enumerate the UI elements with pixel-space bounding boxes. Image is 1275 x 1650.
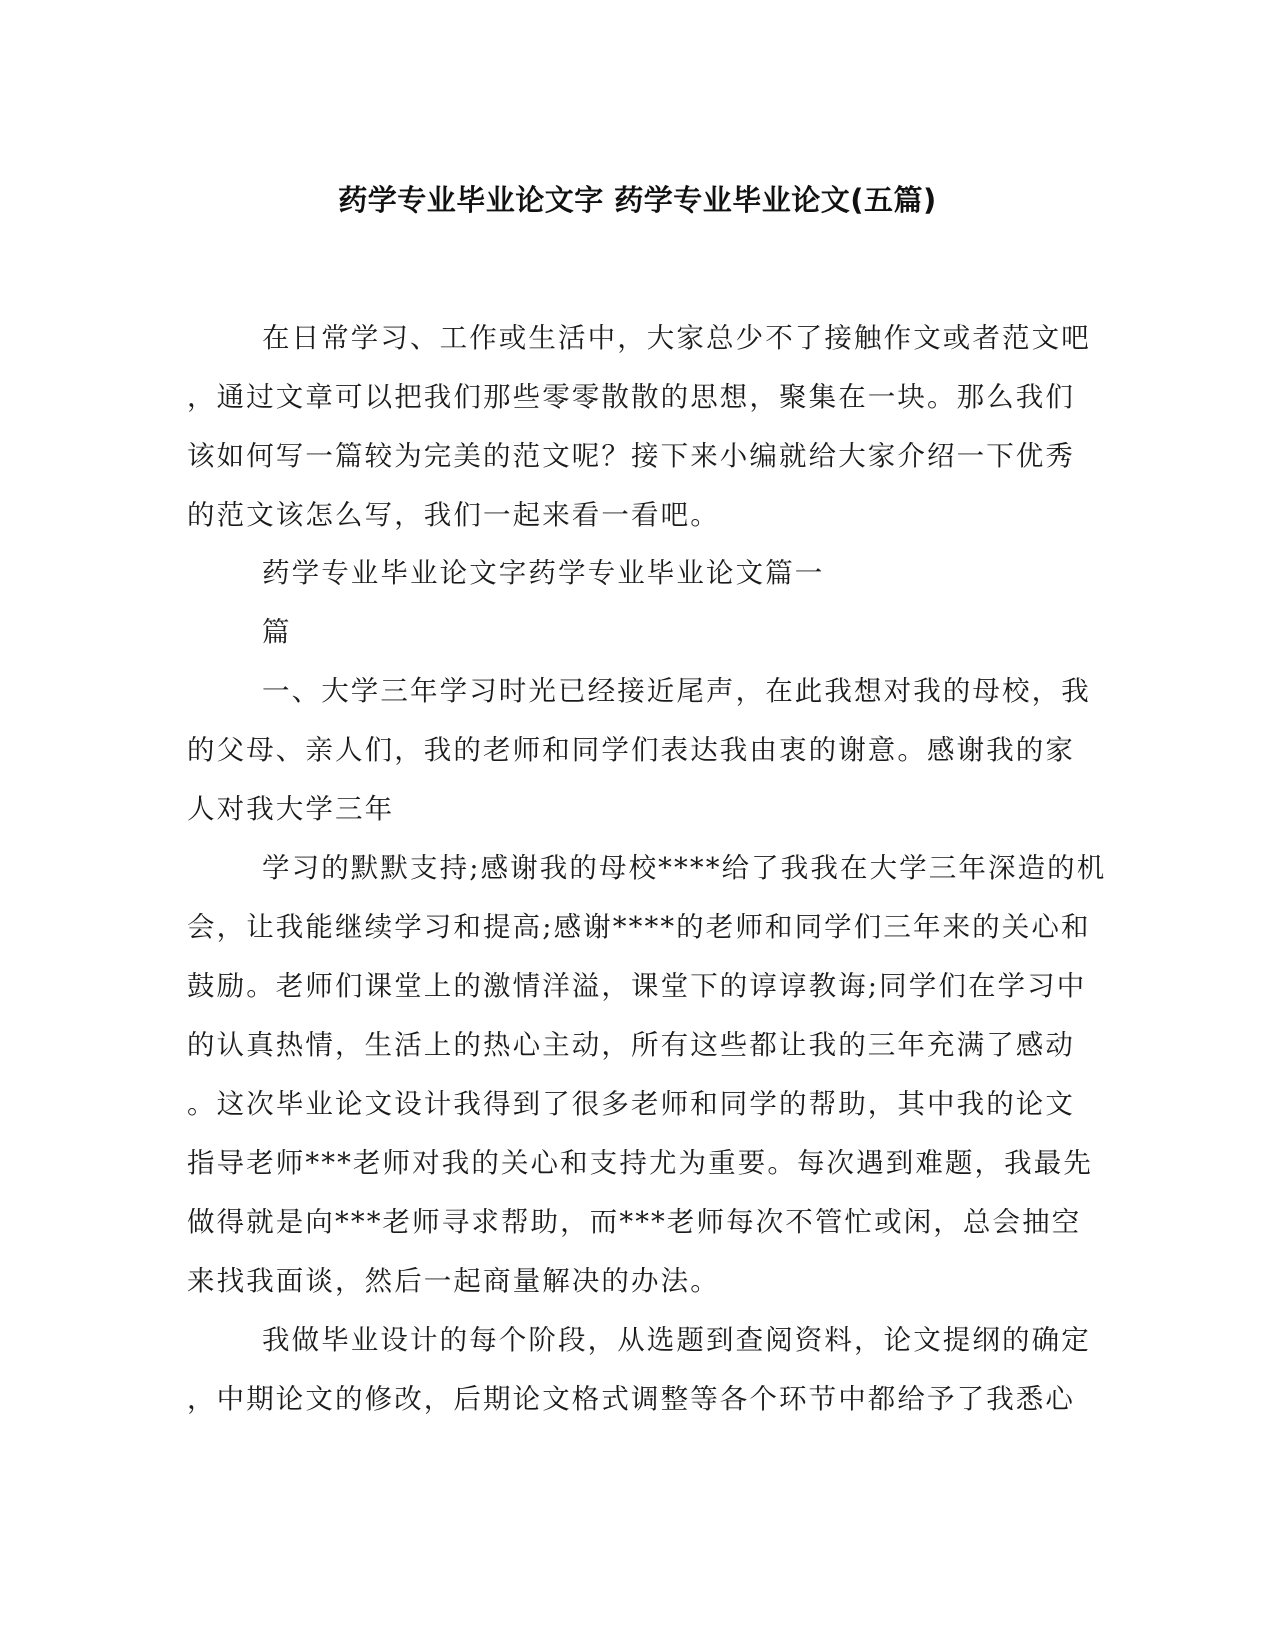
paragraph-line: 来找我面谈，然后一起商量解决的办法。 [187, 1265, 720, 1297]
paragraph-line: 鼓励。老师们课堂上的激情洋溢，课堂下的谆谆教诲;同学们在学习中 [187, 970, 1087, 1002]
paragraph-line: 该如何写一篇较为完美的范文呢？接下来小编就给大家介绍一下优秀 [187, 440, 1075, 472]
paragraph-line: 在日常学习、工作或生活中，大家总少不了接触作文或者范文吧 [262, 322, 1091, 354]
paragraph-line: 人对我大学三年 [187, 793, 395, 825]
paragraph-line: 。这次毕业论文设计我得到了很多老师和同学的帮助，其中我的论文 [187, 1088, 1075, 1120]
paragraph-line: 一、大学三年学习时光已经接近尾声，在此我想对我的母校，我 [262, 675, 1091, 707]
paragraph-line: 的认真热情，生活上的热心主动，所有这些都让我的三年充满了感动 [187, 1029, 1075, 1061]
paragraph-line: 指导老师***老师对我的关心和支持尤为重要。每次遇到难题，我最先 [187, 1147, 1093, 1179]
paragraph-line: ，中期论文的修改，后期论文格式调整等各个环节中都给予了我悉心 [187, 1383, 1075, 1415]
paragraph-line: 学习的默默支持;感谢我的母校****给了我我在大学三年深造的机 [262, 852, 1107, 884]
section-heading: 药学专业毕业论文字药学专业毕业论文篇一 [262, 557, 825, 589]
paragraph-line: 的范文该怎么写，我们一起来看一看吧。 [187, 499, 720, 531]
paragraph-line: 我做毕业设计的每个阶段，从选题到查阅资料，论文提纲的确定 [262, 1324, 1091, 1356]
section-subheading: 篇 [262, 616, 292, 648]
paragraph-line: 的父母、亲人们，我的老师和同学们表达我由衷的谢意。感谢我的家 [187, 734, 1075, 766]
paragraph-line: 做得就是向***老师寻求帮助，而***老师每次不管忙或闲，总会抽空 [187, 1206, 1082, 1238]
paragraph-line: 会，让我能继续学习和提高;感谢****的老师和同学们三年来的关心和 [187, 911, 1091, 943]
document-title: 药学专业毕业论文字 药学专业毕业论文(五篇) [338, 183, 937, 217]
paragraph-line: ，通过文章可以把我们那些零零散散的思想，聚集在一块。那么我们 [187, 381, 1075, 413]
